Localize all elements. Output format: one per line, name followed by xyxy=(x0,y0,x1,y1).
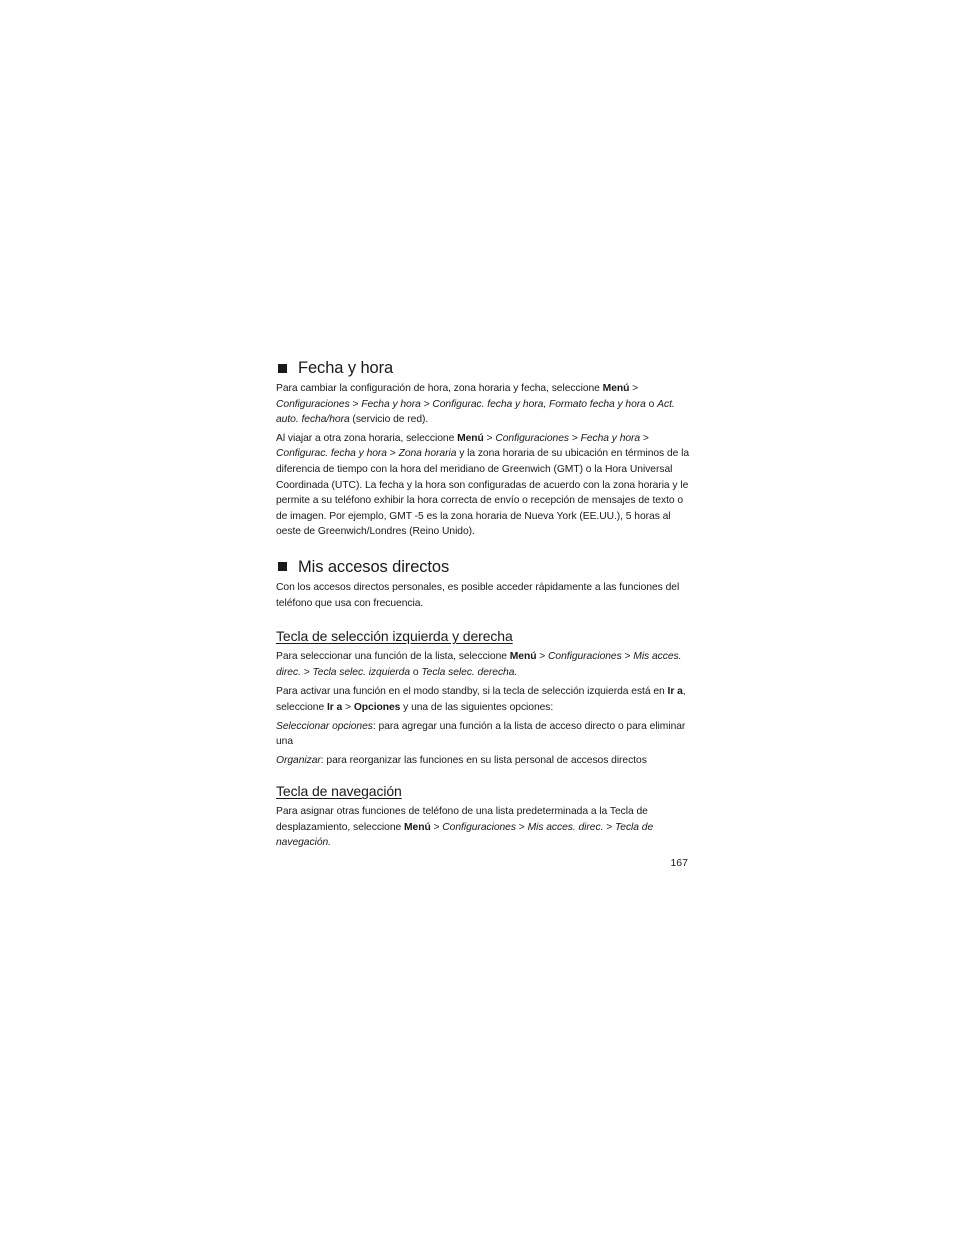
menu-path-term: Configuraciones xyxy=(442,821,516,833)
menu-path-term: Configuraciones xyxy=(495,432,570,444)
menu-term: Ir a xyxy=(667,686,683,698)
menu-term: Menú xyxy=(602,383,630,394)
paragraph: Para activar una función en el modo standby, si la tecla de selección izquierda está en Ir a, seleccione Ir a > Opciones y una de las siguientes opciones: xyxy=(276,686,686,713)
menu-path-term: Configuraciones xyxy=(548,651,622,663)
menu-term: Ir a xyxy=(326,701,343,713)
paragraph: Al viajar a otra zona horaria, seleccione Menú > Configuraciones > Fecha y hora > Configurac. fecha y hora > Zona horaria y la zona horaria de su ubicación en términos de la diferencia de tiempo con la hora del meridiano de Greenwich (GMT) o la Hora Universal Coordinada (UTC). La fecha y la hora son configuradas de acuerdo con la zona horaria y le permite a su teléfono exhibir la hora correcta de envío o recepción de mensajes de texto o de imagen. Por ejemplo, GMT -5 es la zona horaria de Nueva York (EE.UU.), 5 horas al oeste de Greenwich/Londres (Reino Unido). xyxy=(276,432,690,538)
menu-path-term: Organizar xyxy=(276,754,321,766)
menu-path-term: Act. auto. fecha/hora xyxy=(276,398,675,426)
section-heading-mis-accesos-directos xyxy=(276,556,692,578)
black-square-bullet-icon xyxy=(278,364,287,373)
paragraph: Organizar: para reorganizar las funciones en su lista personal de accesos directos xyxy=(276,754,647,766)
section-heading-text: Mis accesos directos xyxy=(298,557,450,576)
menu-term: Menú xyxy=(404,821,431,833)
page-content xyxy=(276,357,692,851)
paragraph: Para asignar otras funciones de teléfono de una lista predeterminada a la Tecla de desplazamiento, seleccione Menú > Configuraciones > Mis acces. direc. > Tecla de navegación. xyxy=(276,806,654,849)
subheading-tecla-navegacion: Tecla de navegación xyxy=(276,783,402,800)
menu-path-term: Tecla de navegación. xyxy=(276,821,654,849)
paragraph: Para seleccionar una función de la lista, seleccione Menú > Configuraciones > Mis acces. direc. > Tecla selec. izquierda o Tecla selec. derecha. xyxy=(276,651,682,678)
menu-path-term: Tecla selec. izquierda xyxy=(312,666,411,678)
menu-term: Menú xyxy=(457,432,484,444)
section-heading-fecha-y-hora xyxy=(276,357,692,379)
section-heading-text: Fecha y hora xyxy=(298,359,394,377)
paragraph: Seleccionar opciones: para agregar una función a la lista de acceso directo o para eliminar una xyxy=(276,720,686,748)
menu-path-term: Mis acces. direc. xyxy=(527,821,604,833)
menu-path-term: Configurac. fecha y hora, Formato fecha y hora xyxy=(432,398,646,410)
black-square-bullet-icon xyxy=(278,562,287,571)
menu-path-term: Tecla selec. derecha. xyxy=(421,666,518,678)
menu-path-term: Fecha y hora xyxy=(361,398,421,410)
menu-path-term: Configuraciones xyxy=(276,398,350,410)
menu-term: Menú xyxy=(509,651,537,663)
menu-term: Opciones xyxy=(353,701,401,713)
menu-path-term: Mis acces. direc. xyxy=(276,651,682,678)
menu-path-term: Configurac. fecha y hora xyxy=(276,448,387,460)
paragraph: Para cambiar la configuración de hora, zona horaria y fecha, seleccione Menú > Configuraciones > Fecha y hora > Configurac. fecha y hora, Formato fecha y hora o Act. auto. fecha/hora (servicio de red). xyxy=(276,383,675,426)
menu-path-term: Seleccionar opciones xyxy=(276,720,373,732)
menu-path-term: Zona horaria xyxy=(398,448,457,460)
paragraph: Con los accesos directos personales, es posible acceder rápidamente a las funciones del teléfono que usa con frecuencia. xyxy=(276,581,680,609)
menu-path-term: Fecha y hora xyxy=(580,432,641,444)
subheading-tecla-seleccion: Tecla de selección izquierda y derecha xyxy=(276,628,513,645)
page-number: 167 xyxy=(670,857,688,869)
